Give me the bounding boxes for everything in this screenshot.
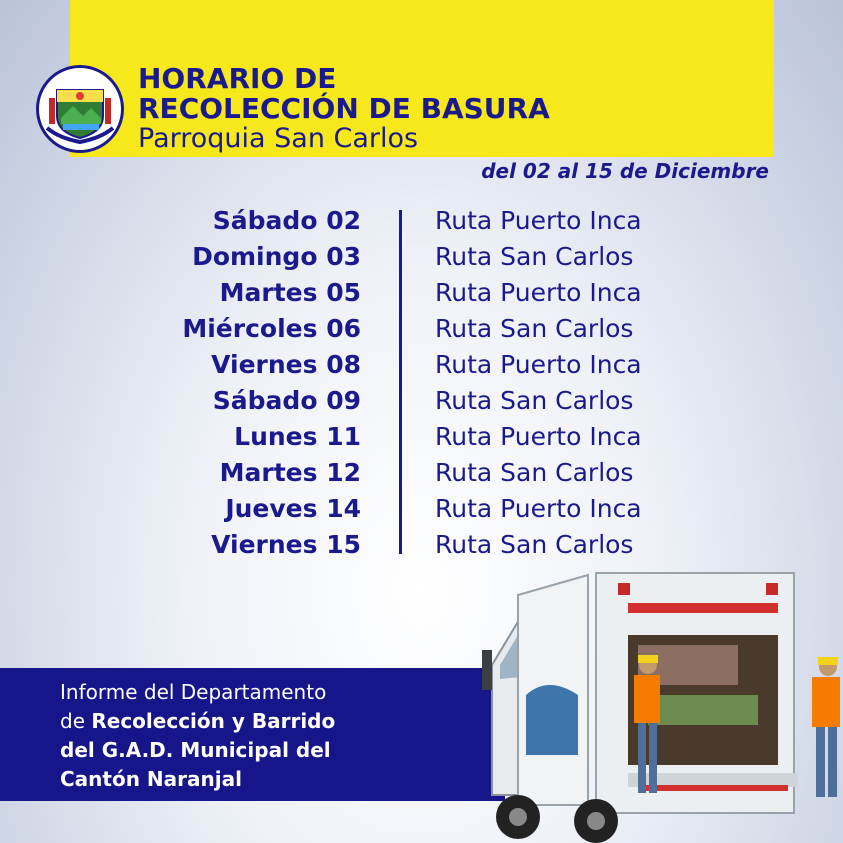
schedule-row [0,347,843,383]
footer-line-3-text: del G.A.D. Municipal del [60,738,331,762]
schedule-row [0,311,843,347]
municipal-seal-icon [36,65,124,153]
schedule-row [0,275,843,311]
footer-line-2-prefix: de [60,709,92,733]
schedule-route: Ruta San Carlos [435,386,634,415]
schedule-row [0,455,843,491]
schedule-row [0,383,843,419]
schedule-route: Ruta Puerto Inca [435,422,642,451]
schedule-row [0,419,843,455]
schedule-day: Domingo 03 [192,242,361,271]
schedule-row [0,491,843,527]
schedule-day: Sábado 09 [212,386,361,415]
date-range: del 02 al 15 de Diciembre [481,159,769,183]
title-line-2: RECOLECCIÓN DE BASURA [138,92,550,125]
footer-text [60,678,335,794]
schedule-route: Ruta San Carlos [435,242,634,271]
footer-line-2 [60,707,335,736]
schedule-day: Viernes 15 [211,530,361,559]
schedule-route: Ruta Puerto Inca [435,494,642,523]
footer-line-2-bold: Recolección y Barrido [91,709,336,733]
schedule-day: Viernes 08 [211,350,361,379]
schedule-day: Martes 05 [219,278,361,307]
footer-line-1: Informe del Departamento [60,680,327,704]
schedule-row [0,203,843,239]
schedule-route: Ruta San Carlos [435,314,634,343]
footer-line-4-text: Cantón Naranjal [60,767,242,791]
schedule-route: Ruta Puerto Inca [435,206,642,235]
title-block [138,64,550,154]
schedule-day: Miércoles 06 [182,314,361,343]
schedule-day: Lunes 11 [234,422,361,451]
schedule-day: Martes 12 [219,458,361,487]
schedule-route: Ruta Puerto Inca [435,350,642,379]
schedule-route: Ruta San Carlos [435,530,634,559]
footer-line-3 [60,736,335,765]
schedule-day: Jueves 14 [225,494,361,523]
schedule-list [0,203,843,563]
schedule-day: Sábado 02 [212,206,361,235]
title-line-1: HORARIO DE [138,62,337,95]
schedule-route: Ruta Puerto Inca [435,278,642,307]
subtitle: Parroquia San Carlos [138,123,419,154]
footer-line-4 [60,765,335,794]
schedule-row [0,239,843,275]
garbage-truck-icon [478,555,843,843]
schedule-route: Ruta San Carlos [435,458,634,487]
